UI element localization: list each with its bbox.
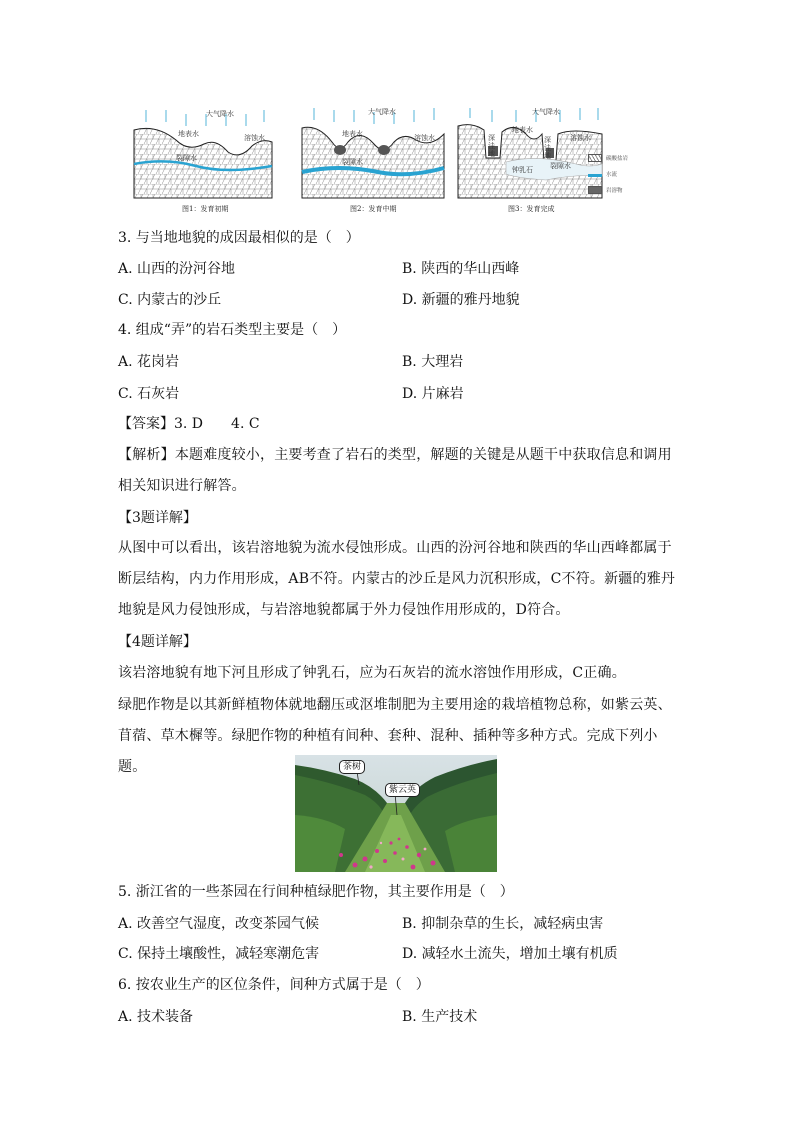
q4-option-c: C. 石灰岩 <box>118 386 180 402</box>
analysis-text: 本题难度较小，主要考查了岩石的类型，解题的关键是从题干中获取信息和调用相关知识进行解答。 <box>118 447 672 494</box>
answer-label: 【答案】 <box>118 416 174 432</box>
diagram-caption-1: 图1：发育初期 <box>182 205 229 213</box>
diagram-legend <box>588 152 648 200</box>
q5-option-d: D. 减轻水土流失，增加土壤有机质 <box>402 946 618 962</box>
dissolution-water-label: 溶蚀水 <box>570 134 591 142</box>
dissolution-water-label: 溶蚀水 <box>414 134 435 142</box>
tea-tree-callout: 茶树 <box>339 760 365 774</box>
intro-paragraph: 绿肥作物是以其新鲜植物体就地翻压或沤堆制肥为主要用途的栽培植物总称，如紫云英、苜蓿、草木樨等。绿肥作物的种植有间种、套种、混种、插种等多种方式。完成下列小题。 <box>118 697 672 775</box>
diagram-panel-1 <box>126 104 276 220</box>
rain-label: 大气降水 <box>206 110 234 118</box>
detail3-text: 从图中可以看出，该岩溶地貌为流水侵蚀形成。山西的汾河谷地和陕西的华山西峰都属于断层结构，内力作用形成，AB不符。内蒙古的沙丘是风力沉积形成，C不符。新疆的雅丹地貌是风力侵蚀形成，与岩溶地貌都属于外力侵蚀作用形成的，D符合。 <box>118 540 676 618</box>
surface-water-label: 地表水 <box>512 126 533 134</box>
analysis-label: 【解析】 <box>118 447 175 463</box>
fissure-water-label: 裂隙水 <box>176 154 197 162</box>
deposit-swatch-icon <box>588 186 602 194</box>
q4-option-d: D. 片麻岩 <box>402 386 464 402</box>
q3-option-c: C. 内蒙古的沙丘 <box>118 292 222 308</box>
stalactite-label: 钟乳石 <box>512 166 533 174</box>
q3-option-a: A. 山西的汾河谷地 <box>118 261 236 277</box>
dissolution-water-label: 溶蚀水 <box>244 134 265 142</box>
shaft-label-2: 深洼地 <box>544 136 551 160</box>
answer-line <box>118 414 260 434</box>
analysis-paragraph <box>118 440 678 502</box>
diagram-caption-3: 图3：发育完成 <box>508 205 555 213</box>
fissure-water-label: 裂隙水 <box>342 158 363 166</box>
milk-vetch-callout: 紫云英 <box>385 783 420 797</box>
legend-item: 水流 <box>588 168 648 184</box>
q6-option-a: A. 技术装备 <box>118 1009 194 1025</box>
detail4-text: 该岩溶地貌有地下河且形成了钟乳石，应为石灰岩的流水溶蚀作用形成，C正确。 <box>118 665 626 681</box>
shaft-label: 深洼地 <box>488 134 495 158</box>
q3-stem: 3. 与当地地貌的成因最相似的是（ ） <box>118 230 360 246</box>
surface-water-label: 地表水 <box>342 130 363 138</box>
water-flow-swatch-icon <box>588 174 602 177</box>
legend-item: 碳酸盐岩 <box>588 152 648 168</box>
diagram-panel-2 <box>298 104 448 220</box>
karst-diagram <box>126 104 629 220</box>
q4-option-a: A. 花岗岩 <box>118 354 180 370</box>
rock-swatch-icon <box>588 154 602 162</box>
detail3-heading: 【3题详解】 <box>118 510 197 526</box>
q4-option-b: B. 大理岩 <box>402 354 464 370</box>
q6-option-b: B. 生产技术 <box>402 1009 478 1025</box>
answer-text: 3. D 4. C <box>174 416 260 432</box>
tea-garden-photo <box>295 755 497 872</box>
diagram-caption-2: 图2：发育中期 <box>350 205 397 213</box>
legend-item: 岩溶物 <box>588 184 648 200</box>
fissure-water-label: 裂隙水 <box>550 162 571 170</box>
q3-option-d: D. 新疆的雅丹地貌 <box>402 292 520 308</box>
q5-stem: 5. 浙江省的一些茶园在行间种植绿肥作物，其主要作用是（ ） <box>118 884 514 900</box>
q3-option-b: B. 陕西的华山西峰 <box>402 261 520 277</box>
q4-stem: 4. 组成“弄”的岩石类型主要是（ ） <box>118 322 347 338</box>
q6-stem: 6. 按农业生产的区位条件，间种方式属于是（ ） <box>118 977 430 993</box>
rain-label: 大气降水 <box>532 108 560 116</box>
rain-label: 大气降水 <box>368 108 396 116</box>
detail4-heading: 【4题详解】 <box>118 634 197 650</box>
q5-option-a: A. 改善空气湿度，改变茶园气候 <box>118 916 320 932</box>
surface-water-label: 地表水 <box>178 130 199 138</box>
q5-option-c: C. 保持土壤酸性，减轻寒潮危害 <box>118 946 320 962</box>
diagram-panel-3 <box>456 104 606 220</box>
q5-option-b: B. 抑制杂草的生长，减轻病虫害 <box>402 916 604 932</box>
